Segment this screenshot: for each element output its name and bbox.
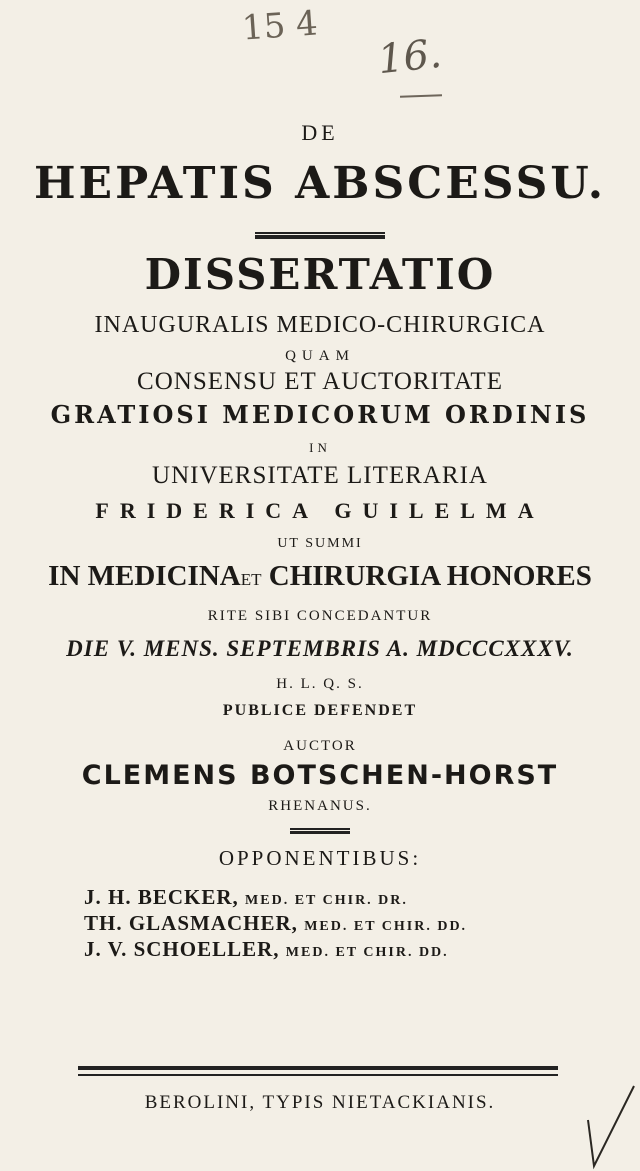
opponent-name: TH. GLASMACHER, [84,911,298,935]
universitate-line: UNIVERSITATE LITERARIA [152,462,488,489]
auctor-label: AUCTOR [283,738,357,754]
imprint-line: BEROLINI, TYPIS NIETACKIANIS. [144,1092,496,1113]
et-text: ET [240,570,262,589]
opponent-row [84,911,467,936]
friderica-line: FRIDERICA GUILELMA [95,498,545,523]
hlqs-line: H. L. Q. S. [276,676,364,692]
author-name: CLEMENS BOTSCHEN-HORST [81,760,559,791]
opponent-row [84,937,449,962]
opponentibus-heading: OPPONENTIBUS: [218,846,422,870]
manuscript-shelf-mark: 15 4 [240,3,320,49]
rite-line: RITE SIBI CONCEDANTUR [207,608,433,624]
opponent-row [84,885,408,910]
author-origin: RHENANUS. [268,798,372,814]
publice-line: PUBLICE DEFENDET [222,702,418,719]
honores-line [0,560,640,593]
manuscript-annotation: 16. [375,30,444,84]
small-rule [290,828,350,834]
in-medicina-text: IN MEDICINA [48,560,241,592]
opponent-title: MED. ET CHIR. DD. [285,945,449,960]
check-mark-icon [580,1080,640,1170]
chirurgia-text: CHIRURGIA HONORES [268,560,592,592]
opponent-title: MED. ET CHIR. DR. [245,893,408,908]
date-line: DIE V. MENS. SEPTEMBRIS A. MDCCCXXXV. [66,636,574,661]
consensu-line: CONSENSU ET AUCTORITATE [137,368,503,395]
double-rule [78,1066,558,1076]
preposition-de: DE [301,120,339,145]
in-line: IN [309,440,331,455]
manuscript-stroke [400,94,442,97]
opponent-title: MED. ET CHIR. DD. [304,919,468,934]
dissertatio-heading: DISSERTATIO [144,250,496,299]
opponent-name: J. H. BECKER, [84,885,239,909]
ut-summi-line: UT SUMMI [277,536,363,551]
ornamental-rule [255,232,385,239]
gratiosi-line: GRATIOSI MEDICORUM ORDINIS [50,400,590,429]
quam-line: QUAM [285,348,355,364]
work-title: HEPATIS ABSCESSU. [33,158,607,209]
opponent-name: J. V. SCHOELLER, [84,937,280,961]
inauguralis-line: INAUGURALIS MEDICO-CHIRURGICA [94,312,546,338]
